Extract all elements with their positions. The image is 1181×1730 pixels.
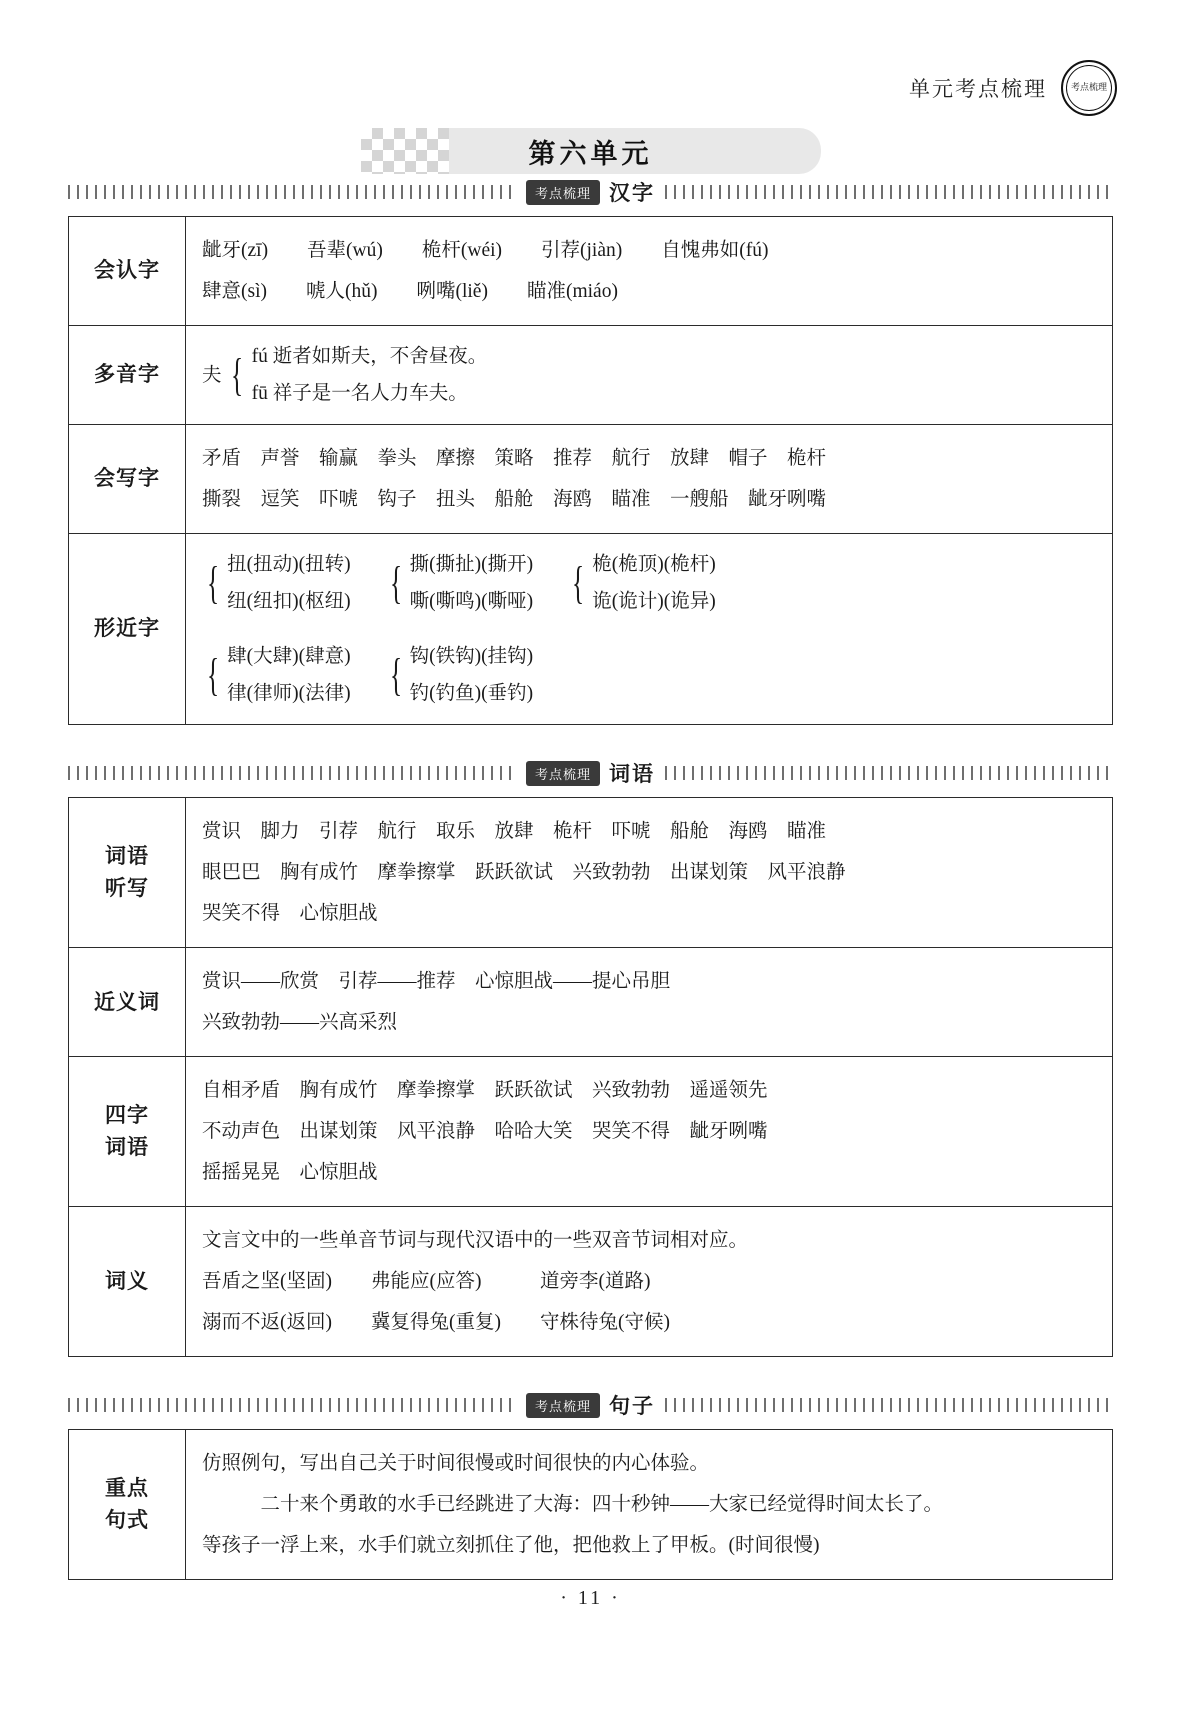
- divider-dash-right: [665, 185, 1113, 199]
- brace-icon: {: [389, 649, 402, 701]
- jushi-line-1: 仿照例句，写出自己关于时间很慢或时间很快的内心体验。: [202, 1453, 710, 1475]
- unit-banner-wrap: [0, 128, 1181, 174]
- brace-icon: {: [572, 557, 585, 609]
- section-divider-ciyu: [68, 759, 1113, 787]
- cell-xingjinzi: [186, 534, 1113, 725]
- brace-icon: {: [206, 649, 220, 701]
- table-row: [69, 425, 1113, 534]
- divider-dash-right: [665, 1398, 1113, 1412]
- page-number: · 11 ·: [560, 1587, 621, 1609]
- duoyinzi-group: [202, 338, 487, 412]
- row-head-huirenzi: 会认字: [69, 217, 186, 326]
- ciyi-line-2: 吾盾之坚(坚固) 弗能应(应答) 道旁李(道路): [202, 1271, 651, 1293]
- xingjinzi-a: 桅(桅顶)(桅杆): [592, 554, 716, 576]
- divider-dash-left: [68, 185, 516, 199]
- seal-text: 考点梳理: [1070, 82, 1107, 93]
- seal-stamp-icon: [1061, 60, 1117, 116]
- section-label: 汉字: [609, 181, 656, 205]
- xingjinzi-b: 纽(纽扣)(枢纽): [227, 591, 351, 613]
- brace-icon: {: [389, 557, 402, 609]
- cell-ciyi: [186, 1207, 1113, 1357]
- xingjinzi-a: 扭(扭动)(扭转): [227, 554, 351, 576]
- cell-huirenzi: [186, 217, 1113, 326]
- table-juzi: [68, 1429, 1113, 1580]
- section-badge: 考点梳理: [526, 1393, 600, 1418]
- table-row: [69, 1207, 1113, 1357]
- duoyinzi-char: 夫: [202, 364, 222, 386]
- section-label: 词语: [609, 762, 656, 787]
- xingjinzi-a: 撕(撕扯)(撕开): [409, 554, 534, 576]
- row-head-ciyutingxie: 词语 听写: [69, 798, 186, 948]
- table-ciyu: [68, 797, 1113, 1357]
- page-footer: [0, 1587, 1181, 1610]
- row-head-huixiezi: 会写字: [69, 425, 186, 534]
- row-head-xingjinzi: 形近字: [69, 534, 186, 725]
- table-row: [69, 217, 1113, 326]
- divider-dash-left: [68, 766, 516, 780]
- huirenzi-line-2: 肆意(sì) 唬人(hǔ) 咧嘴(liě) 瞄准(miáo): [202, 281, 618, 302]
- row-head-duoyinzi: 多音字: [69, 326, 186, 425]
- table-row: [69, 534, 1113, 725]
- page-header: [909, 60, 1117, 116]
- table-row: [69, 948, 1113, 1057]
- section-tag-ciyu: [516, 758, 665, 788]
- brace-icon: {: [206, 557, 220, 609]
- table-hanzi: [68, 216, 1113, 725]
- section-badge: 考点梳理: [526, 180, 600, 205]
- row-head-zhongdian-jushi: 重点 句式: [69, 1430, 186, 1580]
- row-head-sizi-ciyu: 四字 词语: [69, 1057, 186, 1207]
- cell-huixiezi: [186, 425, 1113, 534]
- cell-duoyinzi: [186, 326, 1113, 425]
- row-head-ciyi: 词义: [69, 1207, 186, 1357]
- ciyi-line-3: 溺而不返(返回) 冀复得兔(重复) 守株待兔(守候): [202, 1312, 670, 1334]
- huixiezi-line-2: 撕裂 逗笑 吓唬 钩子 扭头 船舱 海鸥 瞄准 一艘船 龇牙咧嘴: [202, 489, 827, 511]
- section-divider-hanzi: [68, 178, 1113, 206]
- ciyutingxie-line-2: 眼巴巴 胸有成竹 摩拳擦掌 跃跃欲试 兴致勃勃 出谋划策 风平浪静: [202, 862, 846, 884]
- cell-zhongdian-jushi: [186, 1430, 1113, 1580]
- ciyi-line-1: 文言文中的一些单音节词与现代汉语中的一些双音节词相对应。: [202, 1230, 749, 1252]
- sizi-line-2: 不动声色 出谋划策 风平浪静 哈哈大笑 哭笑不得 龇牙咧嘴: [202, 1121, 768, 1143]
- row-head-jinyici: 近义词: [69, 948, 186, 1057]
- xingjinzi-a: 钩(铁钩)(挂钩): [409, 646, 534, 668]
- jinyici-line-1: 赏识——欣赏 引荐——推荐 心惊胆战——提心吊胆: [202, 971, 671, 993]
- duoyinzi-reading-2: fū 祥子是一名人力车夫。: [251, 383, 468, 405]
- banner-checker-pattern: [361, 128, 449, 174]
- xingjinzi-pair: [385, 638, 534, 712]
- ciyutingxie-line-1: 赏识 脚力 引荐 航行 取乐 放肆 桅杆 吓唬 船舱 海鸥 瞄准: [202, 821, 827, 843]
- jinyici-line-2: 兴致勃勃——兴高采烈: [202, 1012, 398, 1034]
- huirenzi-line-1: 龇牙(zī) 吾辈(wú) 桅杆(wéi) 引荐(jiàn) 自愧弗如(fú): [202, 240, 769, 261]
- table-row: [69, 1430, 1113, 1580]
- divider-dash-right: [665, 766, 1113, 780]
- duoyinzi-reading-1: fú 逝者如斯夫，不舍昼夜。: [251, 346, 488, 367]
- xingjinzi-b: 律(律师)(法律): [227, 683, 351, 705]
- section-label: 句子: [609, 1394, 656, 1419]
- cell-sizi-ciyu: [186, 1057, 1113, 1207]
- sizi-line-3: 摇摇晃晃 心惊胆战: [202, 1162, 378, 1184]
- huixiezi-line-1: 矛盾 声誉 输赢 拳头 摩擦 策略 推荐 航行 放肆 帽子 桅杆: [202, 448, 827, 470]
- section-tag-juzi: [516, 1390, 665, 1420]
- xingjinzi-pair: [202, 546, 351, 620]
- sizi-line-1: 自相矛盾 胸有成竹 摩拳擦掌 跃跃欲试 兴致勃勃 遥遥领先: [202, 1080, 768, 1102]
- section-badge: 考点梳理: [526, 761, 600, 786]
- cell-jinyici: [186, 948, 1113, 1057]
- xingjinzi-b: 钓(钓鱼)(垂钓): [409, 683, 534, 705]
- cell-ciyutingxie: [186, 798, 1113, 948]
- table-row: [69, 326, 1113, 425]
- unit-banner: [361, 128, 821, 174]
- table-row: [69, 1057, 1113, 1207]
- header-title: 单元考点梳理: [909, 77, 1047, 101]
- table-row: [69, 798, 1113, 948]
- jushi-line-2: 二十来个勇敢的水手已经跳进了大海：四十秒钟——大家已经觉得时间太长了。: [202, 1494, 944, 1516]
- unit-title: 第六单元: [528, 138, 653, 169]
- xingjinzi-b: 嘶(嘶鸣)(嘶哑): [409, 591, 534, 613]
- jushi-line-3: 等孩子一浮上来，水手们就立刻抓住了他，把他救上了甲板。(时间很慢): [202, 1535, 820, 1557]
- xingjinzi-group-1: [202, 546, 1096, 620]
- xingjinzi-pair: [385, 546, 534, 620]
- brace-icon: {: [230, 349, 243, 401]
- xingjinzi-pair: [202, 638, 351, 712]
- divider-dash-left: [68, 1398, 516, 1412]
- section-tag-hanzi: [516, 177, 665, 207]
- ciyutingxie-line-3: 哭笑不得 心惊胆战: [202, 903, 378, 925]
- xingjinzi-pair: [567, 546, 716, 620]
- xingjinzi-a: 肆(大肆)(肆意): [227, 646, 351, 668]
- xingjinzi-b: 诡(诡计)(诡异): [592, 591, 716, 613]
- section-divider-juzi: [68, 1391, 1113, 1419]
- xingjinzi-group-2: [202, 638, 1096, 712]
